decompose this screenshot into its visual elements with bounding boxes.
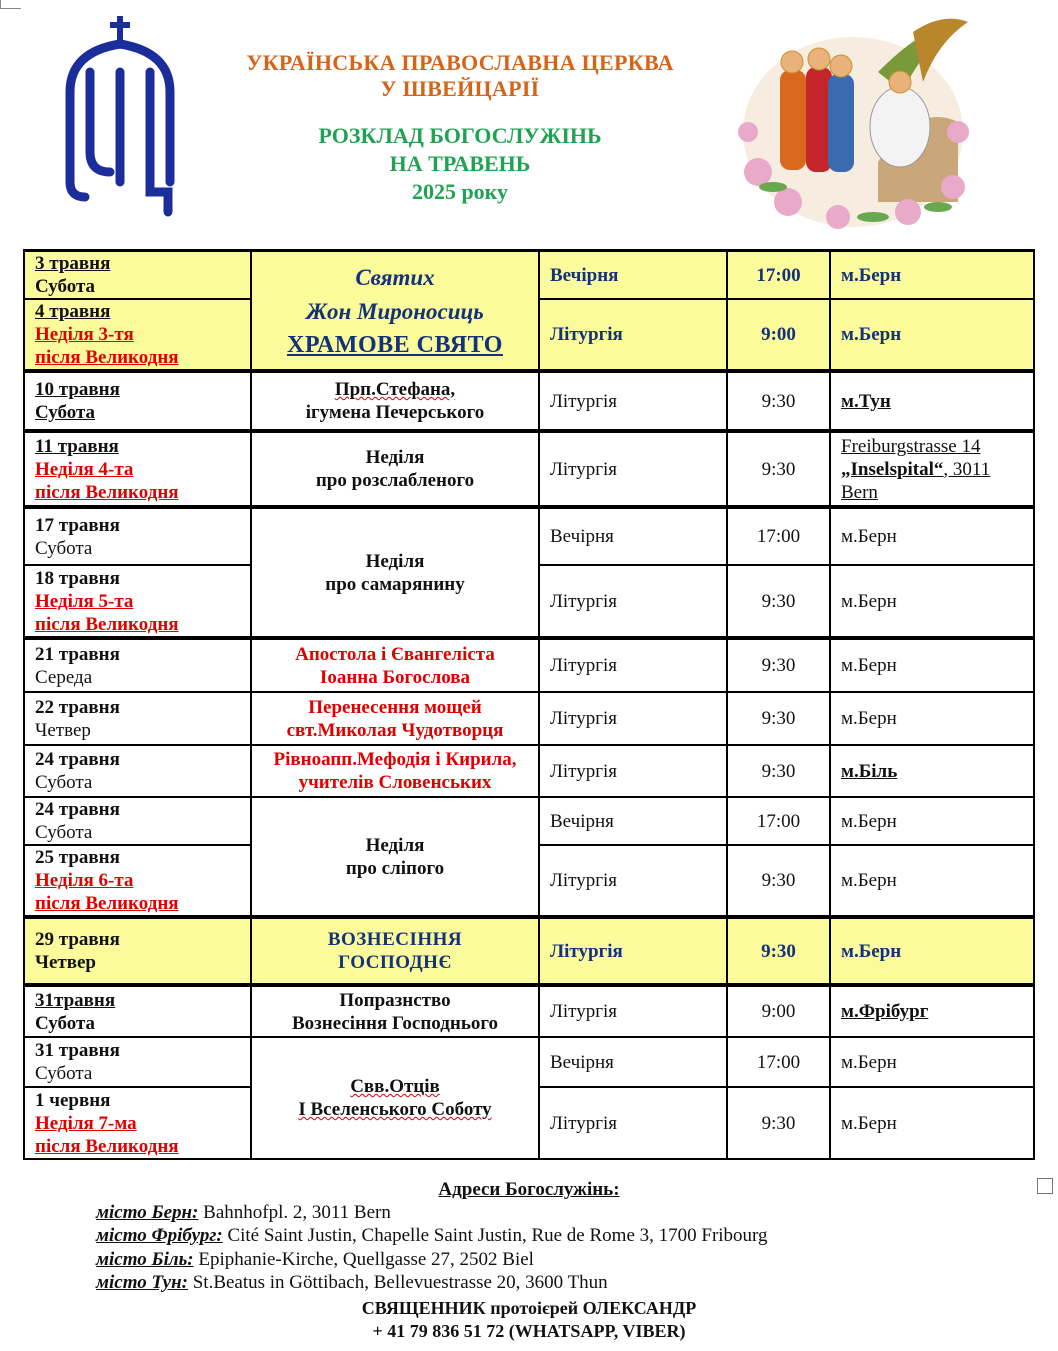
date-text: 24 травня	[35, 749, 120, 770]
address-line	[96, 1271, 1058, 1294]
date-cell	[24, 507, 251, 565]
day-text: Субота	[35, 276, 96, 297]
day-text: Субота	[35, 1012, 96, 1034]
service-cell: Літургія	[539, 1087, 727, 1159]
table-row	[24, 692, 1034, 745]
date-cell	[24, 638, 251, 692]
date-cell	[24, 692, 251, 745]
time-cell: 17:00	[727, 507, 830, 565]
place-cell	[830, 431, 1034, 507]
address-label: місто Фрібург:	[96, 1225, 223, 1246]
feast-name-line3: ХРАМОВЕ СВЯТО	[287, 331, 503, 358]
feast-name-line1: Апостола і Євангеліста	[295, 643, 495, 665]
day-text: Четвер	[35, 719, 91, 741]
day-text: Неділя 3-тя	[35, 324, 134, 345]
table-row	[24, 251, 1034, 300]
church-name-line2: У ШВЕЙЦАРІЇ	[380, 76, 540, 101]
place-cell: м.Берн	[830, 1087, 1034, 1159]
table-row	[24, 985, 1034, 1037]
church-name	[180, 50, 740, 102]
feast-name-cell	[251, 431, 539, 507]
service-cell: Літургія	[539, 745, 727, 797]
date-cell	[24, 431, 251, 507]
time-cell: 9:00	[727, 299, 830, 371]
place-line3: Bern	[841, 481, 878, 503]
date-text: 31травня	[35, 989, 116, 1011]
priest-name: СВЯЩЕННИК протоієрей ОЛЕКСАНДР	[361, 1298, 697, 1318]
feast-name-line1: Прп.Стефана,	[334, 379, 456, 400]
feast-name-line1: ВОЗНЕСІННЯ	[327, 929, 463, 950]
service-cell: Літургія	[539, 371, 727, 431]
time-cell: 17:00	[727, 251, 830, 300]
date-text: 3 травня	[35, 253, 111, 274]
feast-name-cell	[251, 638, 539, 692]
time-cell: 9:30	[727, 431, 830, 507]
date-text: 22 травня	[35, 696, 120, 718]
day-text-2: після Великодня	[35, 481, 179, 503]
time-cell: 17:00	[727, 797, 830, 845]
place-line2: , 3011	[943, 458, 991, 480]
date-text: 24 травня	[35, 799, 120, 820]
time-cell: 9:30	[727, 371, 830, 431]
schedule-title-line1: РОЗКЛАД БОГОСЛУЖІНЬ	[318, 123, 602, 148]
feast-name-line2: Жон Мироносиць	[306, 298, 484, 324]
time-cell: 9:30	[727, 745, 830, 797]
feast-name-line2: І Вселенського Соботу	[298, 1099, 492, 1120]
schedule-table	[23, 249, 1035, 1160]
feast-name-line2: ігумена Печерського	[305, 402, 485, 423]
page-corner-mark	[0, 0, 21, 9]
feast-name-line1: Перенесення мощей	[308, 696, 482, 718]
place-cell: м.Берн	[830, 917, 1034, 985]
address-text: Cité Saint Justin, Chapelle Saint Justin, Rue de Rome 3, 1700 Fribourg	[222, 1225, 768, 1246]
priest-phone: + 41 79 836 51 72 (WHATSAPP, VIBER)	[372, 1321, 686, 1341]
feast-name-line2: про сліпого	[345, 857, 445, 879]
feast-name-cell	[251, 507, 539, 638]
date-text: 25 травня	[35, 847, 120, 868]
service-cell: Літургія	[539, 638, 727, 692]
church-logo-icon	[50, 12, 190, 222]
service-cell: Літургія	[539, 431, 727, 507]
feast-name-line2: свт.Миколая Чудотворця	[286, 719, 504, 741]
date-text: 10 травня	[35, 379, 120, 400]
date-cell	[24, 797, 251, 845]
place-cell: м.Біль	[830, 745, 1034, 797]
table-row	[24, 371, 1034, 431]
feast-name-cell	[251, 745, 539, 797]
date-text: 1 червня	[35, 1089, 111, 1111]
date-cell	[24, 845, 251, 917]
time-cell: 9:30	[727, 1087, 830, 1159]
day-text: Субота	[35, 772, 93, 793]
address-text: St.Beatus in Göttibach, Bellevuestrasse 20, 3600 Thun	[187, 1272, 608, 1293]
church-name-line1: УКРАЇНСЬКА ПРАВОСЛАВНА ЦЕРКВА	[246, 50, 674, 75]
table-row	[24, 507, 1034, 565]
feast-name-cell	[251, 917, 539, 985]
feast-name-line2: учителів Словенських	[298, 772, 492, 793]
day-text: Субота	[35, 1063, 93, 1084]
table-row	[24, 431, 1034, 507]
date-text: 29 травня	[35, 929, 120, 950]
feast-name-line2: Вознесіння Господнього	[291, 1012, 499, 1034]
date-cell	[24, 917, 251, 985]
time-cell: 9:30	[727, 638, 830, 692]
address-label: місто Тун:	[96, 1272, 188, 1293]
place-cell: м.Берн	[830, 692, 1034, 745]
service-cell: Вечірня	[539, 507, 727, 565]
feast-name-line2: про самарянину	[325, 573, 465, 595]
date-cell	[24, 985, 251, 1037]
day-text-2: після Великодня	[35, 1135, 179, 1157]
time-cell: 9:30	[727, 692, 830, 745]
schedule-year: 2025 року	[411, 179, 509, 204]
day-text: Субота	[35, 537, 93, 559]
service-cell: Літургія	[539, 985, 727, 1037]
table-row	[24, 1037, 1034, 1087]
feast-name-cell	[251, 797, 539, 917]
feast-name-line2: про розслабленого	[315, 470, 475, 491]
service-cell: Вечірня	[539, 1037, 727, 1087]
date-text: 18 травня	[35, 567, 120, 589]
address-label: місто Біль:	[96, 1249, 194, 1270]
feast-name-cell	[251, 1037, 539, 1159]
service-cell: Літургія	[539, 917, 727, 985]
service-cell: Літургія	[539, 565, 727, 638]
table-row	[24, 638, 1034, 692]
day-text-2: після Великодня	[35, 347, 179, 368]
service-cell: Вечірня	[539, 797, 727, 845]
feast-name-line1: Свв.Отців	[350, 1076, 440, 1097]
table-row	[24, 745, 1034, 797]
address-line	[96, 1224, 1058, 1247]
place-cell: м.Берн	[830, 845, 1034, 917]
date-cell	[24, 745, 251, 797]
place-cell: м.Берн	[830, 638, 1034, 692]
date-text: 21 травня	[35, 643, 120, 665]
address-line	[96, 1201, 1058, 1224]
date-text: 31 травня	[35, 1040, 120, 1061]
feast-name-cell	[251, 692, 539, 745]
date-text: 11 травня	[35, 435, 119, 457]
time-cell: 9:30	[727, 565, 830, 638]
address-text: Epiphanie-Kirche, Quellgasse 27, 2502 Biel	[193, 1249, 534, 1270]
place-cell: м.Берн	[830, 507, 1034, 565]
feast-name-line2: ГОСПОДНЄ	[338, 952, 452, 973]
date-cell	[24, 371, 251, 431]
feast-name-cell	[251, 985, 539, 1037]
time-cell: 9:30	[727, 845, 830, 917]
date-cell	[24, 1037, 251, 1087]
day-text: Неділя 6-та	[35, 870, 134, 891]
place-cell: м.Берн	[830, 251, 1034, 300]
feast-name-cell	[251, 251, 539, 372]
addresses-title: Адреси Богослужінь:	[438, 1179, 620, 1200]
day-text: Субота	[35, 402, 96, 423]
feast-name-line1: Неділя	[365, 550, 425, 572]
place-cell: м.Берн	[830, 797, 1034, 845]
day-text: Неділя 4-та	[35, 458, 134, 480]
service-cell: Літургія	[539, 845, 727, 917]
date-text: 17 травня	[35, 514, 120, 536]
day-text-2: після Великодня	[35, 893, 179, 914]
day-text-2: після Великодня	[35, 613, 179, 635]
day-text: Неділя 7-ма	[35, 1112, 137, 1134]
place-cell: м.Берн	[830, 1037, 1034, 1087]
date-cell	[24, 565, 251, 638]
day-text: Неділя 5-та	[35, 590, 134, 612]
myrrh-bearers-icon	[728, 12, 978, 234]
place-line1: Freiburgstrasse 14	[841, 435, 981, 457]
feast-name-line1: Неділя	[365, 834, 425, 856]
time-cell: 17:00	[727, 1037, 830, 1087]
feast-name-cell	[251, 371, 539, 431]
place-line2-bold: „Inselspital“	[841, 458, 944, 480]
time-cell: 9:30	[727, 917, 830, 985]
address-text: Bahnhofpl. 2, 3011 Bern	[198, 1202, 391, 1223]
service-cell: Літургія	[539, 692, 727, 745]
feast-name-line1: Попразнство	[339, 989, 451, 1011]
place-cell: м.Берн	[830, 299, 1034, 371]
day-text: Середа	[35, 666, 93, 688]
place-cell: м.Фрібург	[830, 985, 1034, 1037]
date-cell	[24, 299, 251, 371]
place-cell: м.Тун	[830, 371, 1034, 431]
date-text: 4 травня	[35, 301, 111, 322]
schedule-title	[180, 122, 740, 206]
feast-name-line1: Святих	[355, 264, 435, 290]
feast-name-line2: Іоанна Богослова	[319, 666, 471, 688]
time-cell: 9:00	[727, 985, 830, 1037]
day-text: Субота	[35, 822, 93, 843]
address-line	[96, 1248, 1058, 1271]
service-cell: Літургія	[539, 299, 727, 371]
feast-name-line1: Рівноапп.Мефодія і Кирила,	[273, 749, 517, 770]
feast-name-line1: Неділя	[365, 447, 425, 468]
address-label: місто Берн:	[96, 1202, 199, 1223]
date-cell	[24, 1087, 251, 1159]
table-row	[24, 917, 1034, 985]
date-cell	[24, 251, 251, 300]
day-text: Четвер	[35, 952, 96, 973]
place-cell: м.Берн	[830, 565, 1034, 638]
schedule-title-line2: НА ТРАВЕНЬ	[389, 151, 531, 176]
service-cell: Вечірня	[539, 251, 727, 300]
table-row	[24, 797, 1034, 845]
